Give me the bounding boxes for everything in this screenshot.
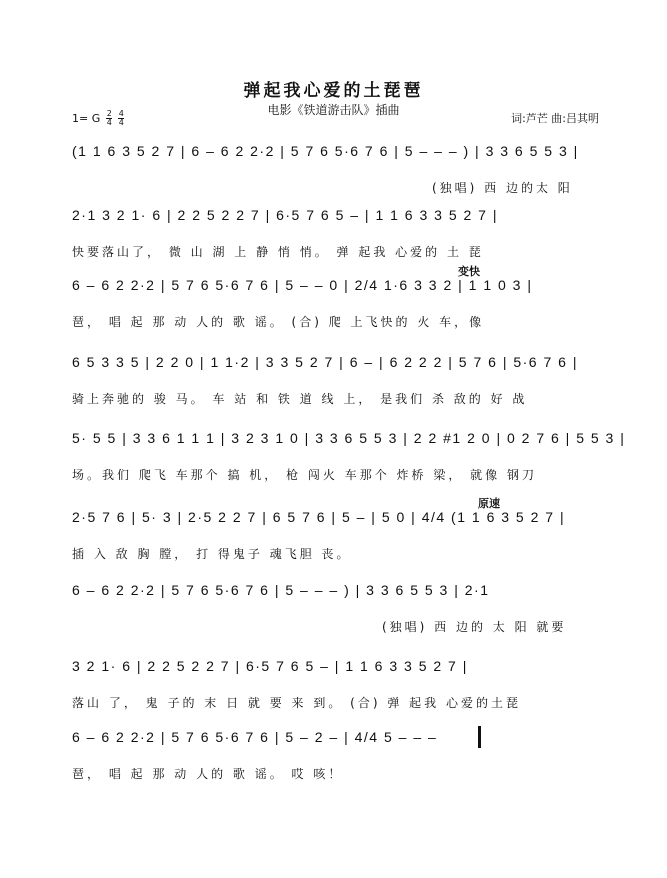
- notation: (1 1 6 3 5 2 7 | 6 – 6 2 2·2 | 5 7 6 5·6 7 6 | 5 – – – ) | 3 3 6 5 5 3 |: [72, 143, 579, 159]
- notation: 6 – 6 2 2·2 | 5 7 6 5·6 7 6 | 5 – – 0 | 2/4 1·6 3 3 2 | 1 1 0 3 |: [72, 277, 533, 293]
- lyrics: 琶， 唱 起 那 动 人的 歌 谣。 哎 咳！: [72, 767, 344, 781]
- notation: 2·1 3 2 1· 6 | 2 2 5 2 2 7 | 6·5 7 6 5 – | 1 1 6 3 3 5 2 7 |: [72, 207, 498, 223]
- tempo-marker: 变快: [458, 265, 480, 278]
- notation: 3 2 1· 6 | 2 2 5 2 2 7 | 6·5 7 6 5 – | 1 1 6 3 3 5 2 7 |: [72, 658, 468, 674]
- notation: 6 – 6 2 2·2 | 5 7 6 5·6 7 6 | 5 – – – ) | 3 3 6 5 5 3 | 2·1: [72, 582, 490, 598]
- page-title: 弹起我心爱的土琵琶: [243, 81, 424, 101]
- credits: 词:芦芒 曲:吕其明: [511, 112, 599, 125]
- lyrics: 琶， 唱 起 那 动 人的 歌 谣。 (合) 爬 上飞快的 火 车，像: [72, 315, 485, 329]
- time-signature-1: $\frac{2}{4}$: [106, 109, 112, 127]
- notation: 6 – 6 2 2·2 | 5 7 6 5·6 7 6 | 5 – 2 – | 4/4 5 – – –: [72, 729, 438, 745]
- key-signature: [72, 110, 124, 127]
- lyrics: 落山 了， 鬼 子的 末 日 就 要 来 到。 (合) 弹 起我 心爱的土琵: [72, 696, 521, 710]
- final-barline: [478, 726, 481, 748]
- time-signature-2: $\frac{4}{4}$: [118, 109, 124, 127]
- notation: 2·5 7 6 | 5· 3 | 2·5 2 2 7 | 6 5 7 6 | 5 – | 5 0 | 4/4 (1 1 6 3 5 2 7 |: [72, 509, 566, 525]
- lyrics: 快要落山了， 微 山 湖 上 静 悄 悄。 弹 起我 心爱的 土 琵: [72, 245, 484, 259]
- key-label: 1= G: [72, 112, 101, 125]
- lyrics: 骑上奔驰的 骏 马。 车 站 和 铁 道 线 上， 是我们 杀 敌的 好 战: [72, 392, 528, 406]
- lyrics: (独唱) 西 边的 太 阳 就要: [382, 620, 567, 634]
- lyrics: 场。我们 爬飞 车那个 搞 机， 枪 闯火 车那个 炸桥 梁， 就像 钢刀: [72, 468, 537, 482]
- subtitle: 电影《铁道游击队》插曲: [267, 103, 400, 117]
- notation: 6 5 3 3 5 | 2 2 0 | 1 1·2 | 3 3 5 2 7 | 6 – | 6 2 2 2 | 5 7 6 | 5·6 7 6 |: [72, 354, 578, 370]
- lyrics: (独唱) 西 边的太 阳: [432, 181, 573, 195]
- lyrics: 插 入 敌 胸 膛， 打 得鬼子 魂飞胆 丧。: [72, 547, 352, 561]
- tempo-marker: 原速: [478, 497, 500, 510]
- notation: 5· 5 5 | 3 3 6 1 1 1 | 3 2 3 1 0 | 3 3 6 5 5 3 | 2 2 #1 2 0 | 0 2 7 6 | 5 5 3 |: [72, 430, 626, 446]
